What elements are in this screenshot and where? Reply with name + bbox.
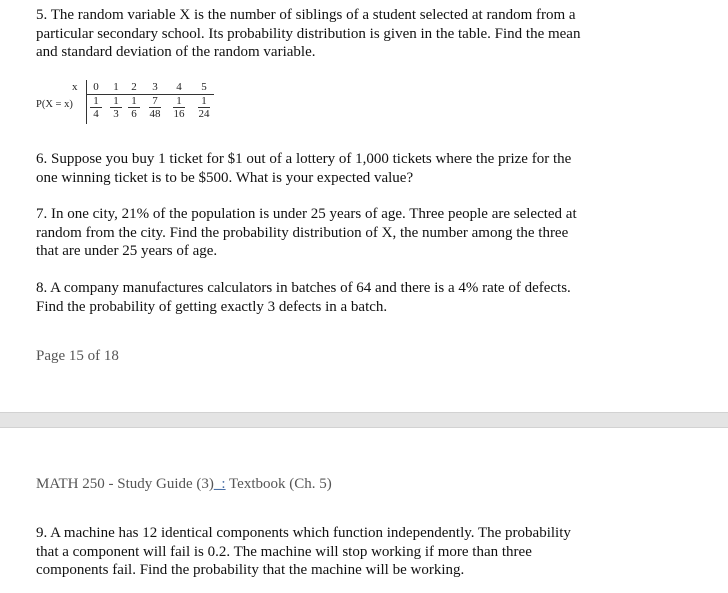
fraction-numerator: 1 bbox=[131, 95, 137, 107]
fraction-denominator: 24 bbox=[198, 108, 210, 120]
fraction-denominator: 4 bbox=[93, 108, 99, 120]
question-7-line-2: random from the city. Find the probability distribution of X, the number among the three bbox=[36, 224, 569, 241]
fraction-numerator: 1 bbox=[201, 95, 207, 107]
table-probability-fraction bbox=[126, 95, 142, 120]
question-6-line-2: one winning ticket is to be $500. What is your expected value? bbox=[36, 169, 414, 186]
header-course-title: MATH 250 - Study Guide (3) bbox=[36, 476, 214, 492]
table-probability-fraction bbox=[196, 95, 212, 120]
header-edit-mark: _: bbox=[213, 476, 226, 492]
table-probability-fraction bbox=[171, 95, 187, 120]
fraction-numerator: 1 bbox=[176, 95, 182, 107]
question-7-line-1: 7. In one city, 21% of the population is under 25 years of age. Three people are selected at bbox=[36, 206, 577, 222]
question-9-line-1: 9. A machine has 12 identical components which function independently. The probability bbox=[36, 525, 571, 541]
fraction-denominator: 48 bbox=[149, 108, 161, 120]
table-probability-fraction bbox=[147, 95, 163, 120]
question-5-line-1: 5. The random variable X is the number of siblings of a student selected at random from a bbox=[36, 7, 576, 23]
question-7 bbox=[36, 205, 612, 261]
question-7-line-3: that are under 25 years of age. bbox=[36, 243, 218, 259]
question-6 bbox=[36, 150, 612, 187]
question-5-line-3: and standard deviation of the random variable. bbox=[36, 44, 316, 60]
question-9 bbox=[36, 524, 612, 580]
question-8 bbox=[36, 279, 612, 316]
table-probability-fraction bbox=[88, 95, 104, 120]
table-x-value: 5 bbox=[201, 81, 207, 93]
table-x-value: 0 bbox=[93, 81, 99, 93]
page-separator bbox=[0, 412, 728, 428]
table-vertical-divider bbox=[86, 80, 87, 124]
table-x-value: 2 bbox=[131, 81, 137, 93]
table-x-value: 1 bbox=[113, 81, 119, 93]
question-5 bbox=[36, 6, 612, 62]
page-number: Page 15 of 18 bbox=[36, 348, 119, 364]
table-x-value: 4 bbox=[176, 81, 182, 93]
table-p-header: P(X = x) bbox=[36, 99, 73, 110]
question-9-line-3: components fail. Find the probability that the machine will be working. bbox=[36, 562, 465, 578]
fraction-numerator: 1 bbox=[93, 95, 99, 107]
question-6-line-1: 6. Suppose you buy 1 ticket for $1 out of a lottery of 1,000 tickets where the prize for the bbox=[36, 151, 572, 167]
table-probability-fraction bbox=[108, 95, 124, 120]
fraction-denominator: 16 bbox=[173, 108, 185, 120]
header-textbook-ref: Textbook (Ch. 5) bbox=[225, 476, 332, 492]
table-x-header: x bbox=[72, 81, 78, 93]
question-8-line-2: Find the probability of getting exactly 3 defects in a batch. bbox=[36, 298, 388, 315]
question-5-line-2: particular secondary school. Its probability distribution is given in the table. Find the mean bbox=[36, 25, 581, 42]
question-8-line-1: 8. A company manufactures calculators in batches of 64 and there is a 4% rate of defects. bbox=[36, 280, 571, 296]
fraction-denominator: 3 bbox=[113, 108, 119, 120]
fraction-numerator: 1 bbox=[113, 95, 119, 107]
fraction-denominator: 6 bbox=[131, 108, 137, 120]
fraction-numerator: 7 bbox=[152, 95, 158, 107]
table-x-value: 3 bbox=[152, 81, 158, 93]
question-9-line-2: that a component will fail is 0.2. The machine will stop working if more than three bbox=[36, 543, 532, 560]
page-header bbox=[36, 476, 332, 493]
